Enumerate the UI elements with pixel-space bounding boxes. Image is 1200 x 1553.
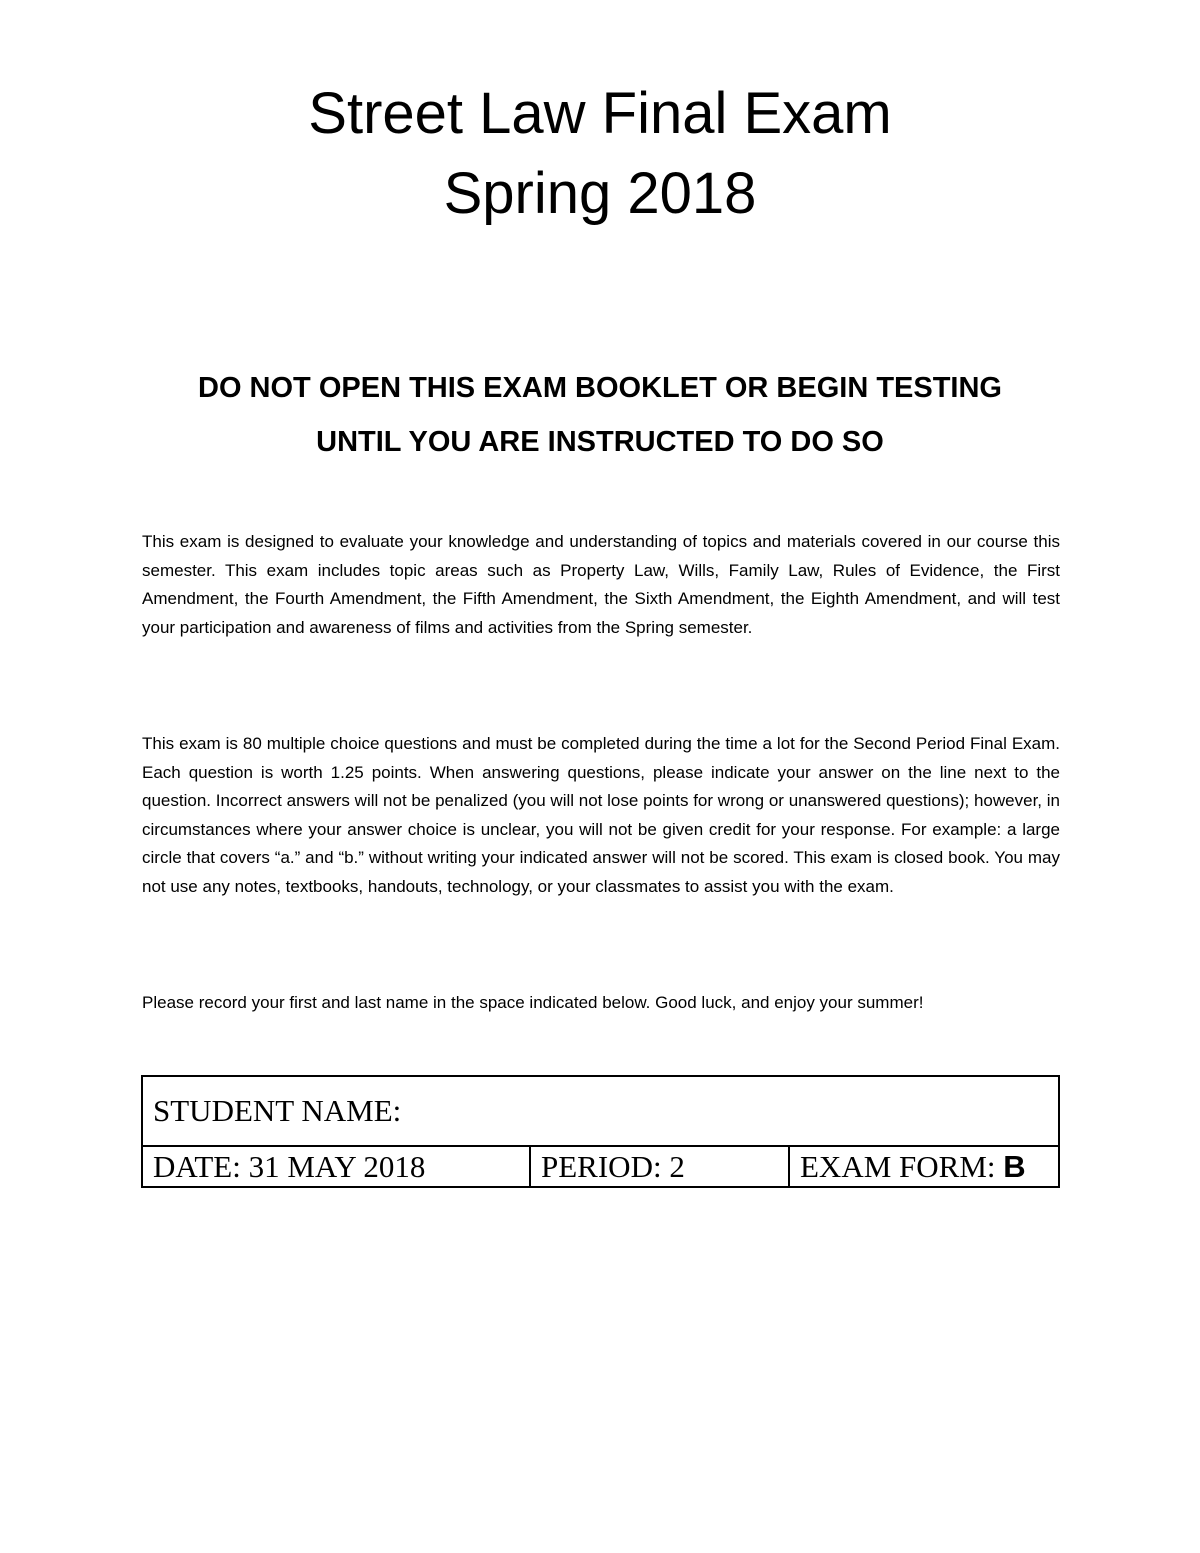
date-label: DATE: 31 MAY 2018 — [153, 1148, 426, 1184]
warning-line-1: DO NOT OPEN THIS EXAM BOOKLET OR BEGIN TESTING — [198, 372, 1002, 404]
student-info-table — [141, 1075, 1060, 1188]
student-name-row — [142, 1076, 1059, 1146]
exam-title: Street Law Final Exam — [308, 81, 892, 146]
instructions-paragraph-2: This exam is 80 multiple choice questions and must be completed during the time a lot for the Second Period Final Exam. Each question is worth 1.25 points. When answering questions, please indicate your answer on the line next to the question. Incorrect answers will not be penalized (you will not lose points for wrong or unanswered questions); however, in circumstances where your answer choice is unclear, you will not be given credit for your response. For example: a large circle that covers “a.” and “b.” without writing your indicated answer will not be scored. This exam is closed book. You may not use any notes, textbooks, handouts, technology, or your classmates to assist you with the exam. — [142, 734, 1060, 896]
date-cell — [142, 1146, 530, 1187]
instructions-paragraph-3: Please record your first and last name in the space indicated below. Good luck, and enjoy your summer! — [142, 993, 924, 1012]
period-cell — [530, 1146, 789, 1187]
student-name-field[interactable] — [142, 1076, 1059, 1146]
exam-form-cell — [789, 1146, 1059, 1187]
period-label: PERIOD: 2 — [541, 1148, 685, 1184]
exam-meta-row — [142, 1146, 1059, 1187]
exam-term: Spring 2018 — [443, 161, 757, 226]
warning-line-2: UNTIL YOU ARE INSTRUCTED TO DO SO — [316, 426, 884, 458]
exam-form-value: B — [1003, 1148, 1026, 1184]
student-name-label: STUDENT NAME: — [153, 1093, 402, 1128]
instructions-paragraph-1: This exam is designed to evaluate your knowledge and understanding of topics and materials covered in our course this semester. This exam includes topic areas such as Property Law, Wills, Family Law, Rules of Evidence, the First Amendment, the Fourth Amendment, the Fifth Amendment, the Sixth Amendment, the Eighth Amendment, and will test your participation and awareness of films and activities from the Spring semester. — [142, 532, 1060, 637]
exam-form-label: EXAM FORM: — [800, 1148, 996, 1184]
